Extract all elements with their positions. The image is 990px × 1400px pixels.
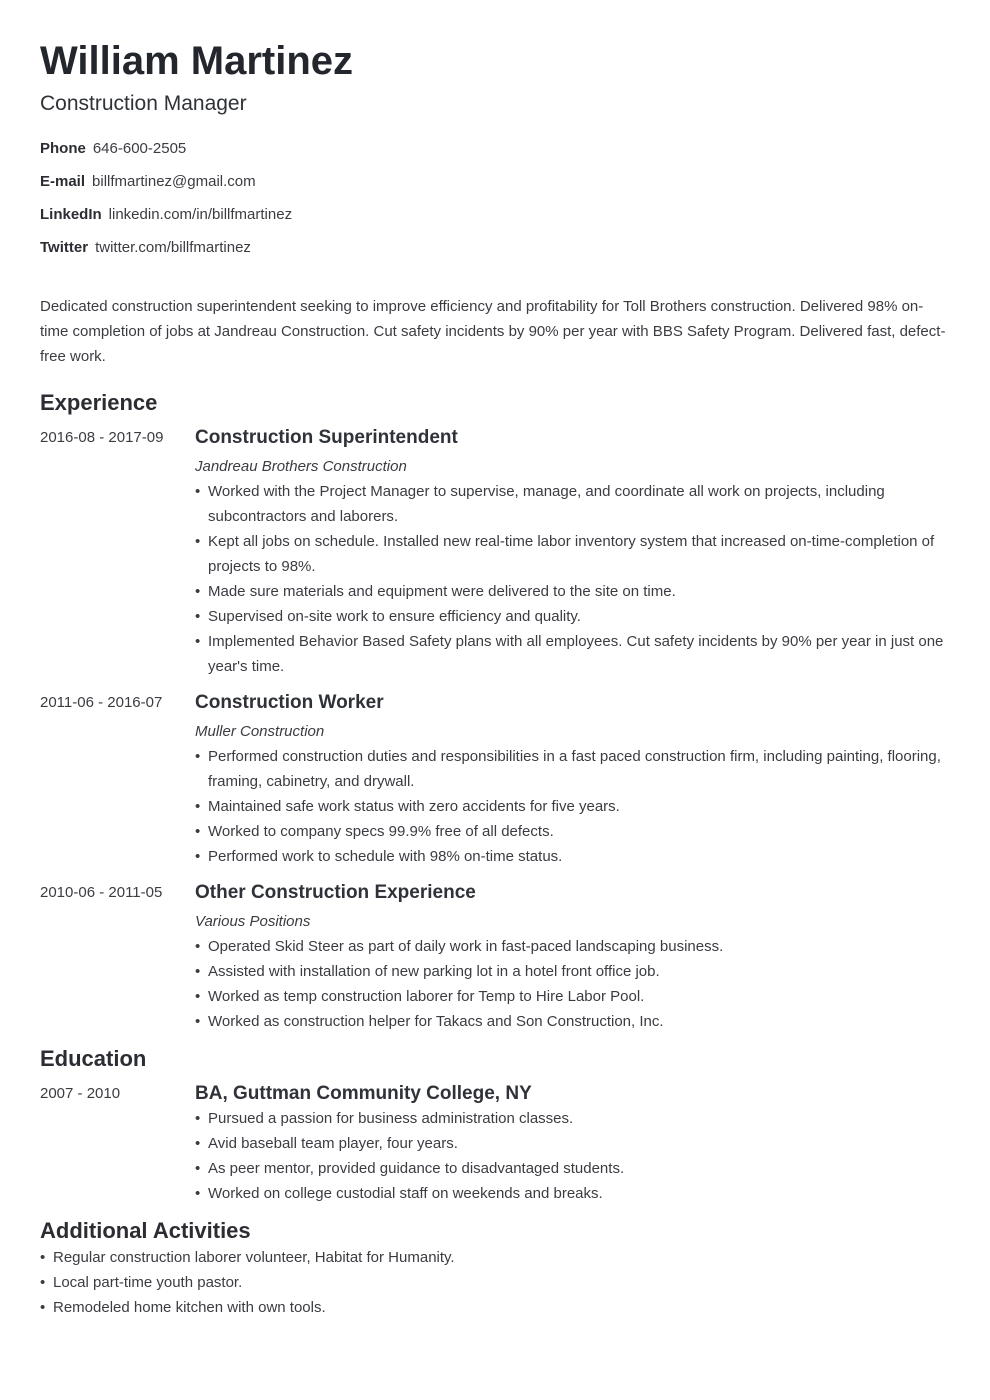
list-item: • Kept all jobs on schedule. Installed new real-time labor inventory system that increased on-time-completion of projects to 98%.	[195, 529, 950, 579]
bullet-list	[195, 744, 950, 869]
profile-summary: Dedicated construction superintendent seeking to improve efficiency and profitability for Toll Brothers construction. Delivered 98% on-time completion of jobs at Jandreau Construction. Cut safety incidents by 90% per year with BBS Safety Program. Delivered fast, defect-free work.	[40, 298, 946, 365]
education-entry	[40, 1081, 950, 1206]
company-name: Various Positions	[195, 913, 311, 930]
list-item: • As peer mentor, provided guidance to disadvantaged students.	[195, 1156, 950, 1181]
entry-body	[195, 425, 950, 679]
list-item: • Worked as temp construction laborer for Temp to Hire Labor Pool.	[195, 984, 950, 1009]
entry-date: 2016-08 - 2017-09	[40, 429, 164, 446]
entry-date: 2007 - 2010	[40, 1085, 121, 1102]
activities-section	[40, 1217, 950, 1320]
list-item: • Made sure materials and equipment were delivered to the site on time.	[195, 579, 950, 604]
contact-label: LinkedIn	[40, 206, 102, 223]
list-item: • Worked on college custodial staff on weekends and breaks.	[195, 1181, 950, 1206]
degree-title: BA, Guttman Community College, NY	[195, 1083, 532, 1104]
list-item: • Worked as construction helper for Takacs and Son Construction, Inc.	[195, 1009, 950, 1034]
experience-entry	[40, 880, 950, 1034]
experience-entry	[40, 690, 950, 869]
list-item: • Assisted with installation of new parking lot in a hotel front office job.	[195, 959, 950, 984]
bullet-list	[195, 1106, 950, 1206]
list-item: • Implemented Behavior Based Safety plans with all employees. Cut safety incidents by 90% per year in just one year's time.	[195, 629, 950, 679]
contact-value: billfmartinez@gmail.com	[92, 173, 256, 190]
section-heading: Experience	[40, 390, 158, 415]
list-item: • Worked to company specs 99.9% free of all defects.	[195, 819, 950, 844]
section-heading: Education	[40, 1046, 147, 1071]
contact-label: E-mail	[40, 173, 86, 190]
section-heading: Additional Activities	[40, 1218, 251, 1243]
contact-value: linkedin.com/in/billfmartinez	[108, 206, 293, 223]
contact-linkedin	[40, 206, 950, 239]
list-item: • Pursued a passion for business administration classes.	[195, 1106, 950, 1131]
job-title: Construction Worker	[195, 692, 384, 713]
company-name: Muller Construction	[195, 723, 325, 740]
list-item: • Maintained safe work status with zero accidents for five years.	[195, 794, 950, 819]
candidate-name: William Martinez	[40, 39, 354, 83]
contact-label: Phone	[40, 140, 86, 157]
contact-twitter	[40, 239, 950, 272]
list-item: • Local part-time youth pastor.	[40, 1270, 950, 1295]
contact-email	[40, 173, 950, 206]
entry-body	[195, 880, 950, 1034]
list-item: • Regular construction laborer volunteer, Habitat for Humanity.	[40, 1245, 950, 1270]
list-item: • Supervised on-site work to ensure efficiency and quality.	[195, 604, 950, 629]
list-item: • Remodeled home kitchen with own tools.	[40, 1295, 950, 1320]
entry-date: 2011-06 - 2016-07	[40, 694, 163, 711]
contact-list	[40, 140, 950, 272]
bullet-list	[195, 479, 950, 679]
contact-value: twitter.com/billfmartinez	[95, 239, 251, 256]
candidate-title: Construction Manager	[40, 92, 247, 115]
entry-date: 2010-06 - 2011-05	[40, 884, 163, 901]
contact-label: Twitter	[40, 239, 89, 256]
contact-phone	[40, 140, 950, 173]
job-title: Other Construction Experience	[195, 882, 476, 903]
experience-section	[40, 389, 950, 1034]
bullet-list	[195, 934, 950, 1034]
experience-entry	[40, 425, 950, 679]
entry-body	[195, 690, 950, 869]
company-name: Jandreau Brothers Construction	[195, 458, 407, 475]
job-title: Construction Superintendent	[195, 427, 458, 448]
list-item: • Performed work to schedule with 98% on-time status.	[195, 844, 950, 869]
list-item: • Avid baseball team player, four years.	[195, 1131, 950, 1156]
list-item: • Operated Skid Steer as part of daily work in fast-paced landscaping business.	[195, 934, 950, 959]
list-item: • Worked with the Project Manager to supervise, manage, and coordinate all work on projects, including subcontractors and laborers.	[195, 479, 950, 529]
bullet-list	[40, 1245, 950, 1320]
education-section	[40, 1045, 950, 1206]
list-item: • Performed construction duties and responsibilities in a fast paced construction firm, including painting, flooring, framing, cabinetry, and drywall.	[195, 744, 950, 794]
entry-body	[195, 1081, 950, 1206]
contact-value: 646-600-2505	[92, 140, 187, 157]
